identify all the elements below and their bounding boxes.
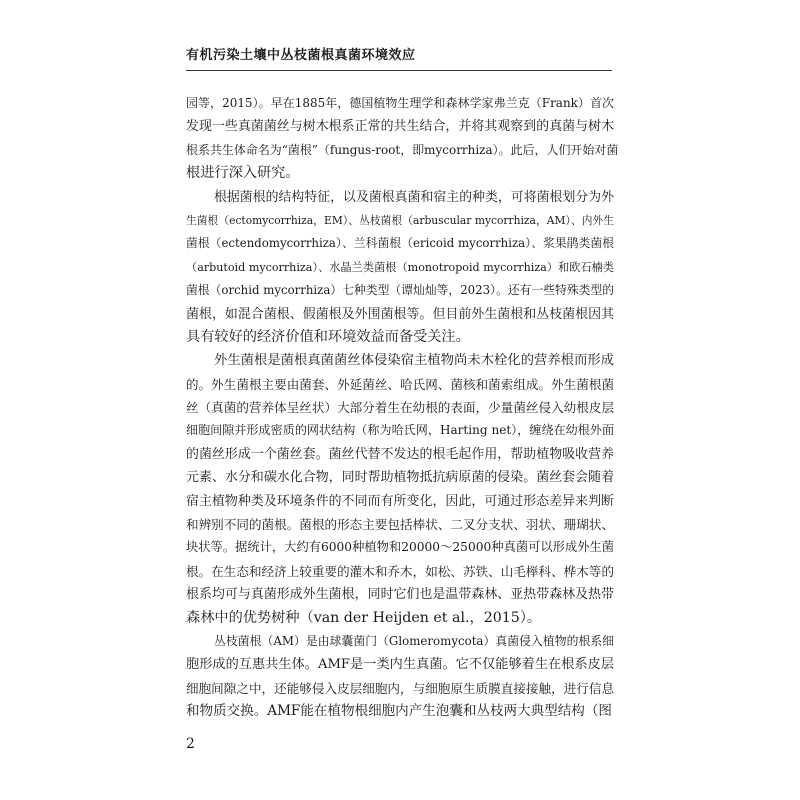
text-line: 和辨别不同的菌根。菌根的形态主要包括棒状、二叉分支状、羽状、珊瑚状、 xyxy=(186,517,614,533)
text-line: 的。外生菌根主要由菌套、外延菌丝、哈氏网、菌核和菌索组成。外生菌根菌 xyxy=(186,376,614,392)
text-line: 丝（真菌的营养体呈丝状）大部分着生在幼根的表面，少量菌丝侵入幼根皮层 xyxy=(186,400,614,416)
text-line: （arbutoid mycorrhiza）、水晶兰类菌根（monotropoid mycorrhiza）和欧石楠类 xyxy=(186,260,614,274)
text-line: 胞形成的互惠共生体。AMF是一类内生真菌。它不仅能够着生在根系皮层 xyxy=(186,657,614,673)
paragraph xyxy=(186,186,614,350)
text-line: 元素、水分和碳水化合物，同时帮助植物抵抗病原菌的侵染。菌丝套会随着 xyxy=(186,470,614,486)
text-line: 根。在生态和经济上较重要的灌木和乔木，如松、苏铁、山毛榉科、桦木等的 xyxy=(186,563,614,579)
text-line: 块状等。据统计，大约有6000种植物和20000～25000种真菌可以形成外生菌 xyxy=(186,540,614,555)
text-line: 菌根（orchid mycorrhiza）七种类型（谭灿灿等，2023）。还有一些特殊类型的 xyxy=(186,283,614,298)
text-line: 和物质交换。AMF能在植物根细胞内产生泡囊和丛枝两大典型结构（图 xyxy=(186,703,612,720)
body-text xyxy=(186,92,619,724)
text-line: 生菌根（ectomycorrhiza，EM）、丛枝菌根（arbuscular mycorrhiza，AM）、内外生 xyxy=(186,213,614,227)
text-line: 菌根（ectendomycorrhiza）、兰科菌根（ericoid mycorrhiza）、浆果鹃类菌根 xyxy=(186,236,614,251)
text-line: 根进行深入研究。 xyxy=(186,165,300,182)
text-line: 根系共生体命名为“菌根”（fungus-root，即mycorrhiza）。此后，人们开始对菌 xyxy=(186,142,619,157)
page-number: 2 xyxy=(186,736,195,752)
text-line: 宿主植物种类及环境条件的不同而有所变化，因此，可通过形态差异来判断 xyxy=(186,493,614,509)
text-line: 外生菌根是菌根真菌菌丝体侵染宿主植物尚未木栓化的营养根而形成 xyxy=(214,353,614,369)
text-line: 的菌丝形成一个菌丝套。菌丝代替不发达的根毛起作用，帮助植物吸收营养 xyxy=(186,446,614,462)
header-rule xyxy=(186,70,612,71)
text-line: 菌根，如混合菌根、假菌根及外围菌根等。但目前外生菌根和丛枝菌根因其 xyxy=(186,306,614,322)
text-line: 园等，2015）。早在1885年，德国植物生理学和森林学家弗兰克（Frank）首次 xyxy=(186,96,614,110)
text-line: 根据菌根的结构特征，以及菌根真菌和宿主的种类，可将菌根划分为外 xyxy=(214,189,614,205)
paragraph xyxy=(186,630,614,724)
text-line: 发现一些真菌菌丝与树木根系正常的共生结合，并将其观察到的真菌与树木 xyxy=(186,119,614,135)
text-line: 丛枝菌根（AM）是由球囊菌门（Glomeromycota）真菌侵入植物的根系细 xyxy=(214,633,614,648)
text-line: 具有较好的经济价值和环境效益而备受关注。 xyxy=(186,328,470,345)
paragraph xyxy=(186,349,614,630)
text-line: 根系均可与真菌形成外生菌根，同时它们也是温带森林、亚热带森林及热带 xyxy=(186,587,614,603)
text-line: 森林中的优势树种（van der Heijden et al.，2015）。 xyxy=(186,609,542,626)
running-header: 有机污染土壤中丛枝菌根真菌环境效应 xyxy=(186,48,416,63)
text-line: 细胞间隙并形成密质的网状结构（称为哈氏网，Harting net），缠绕在幼根外面 xyxy=(186,423,614,438)
text-line: 细胞间隙之中，还能够侵入皮层细胞内，与细胞原生质膜直接接触，进行信息 xyxy=(186,680,614,696)
paragraph xyxy=(186,92,619,186)
